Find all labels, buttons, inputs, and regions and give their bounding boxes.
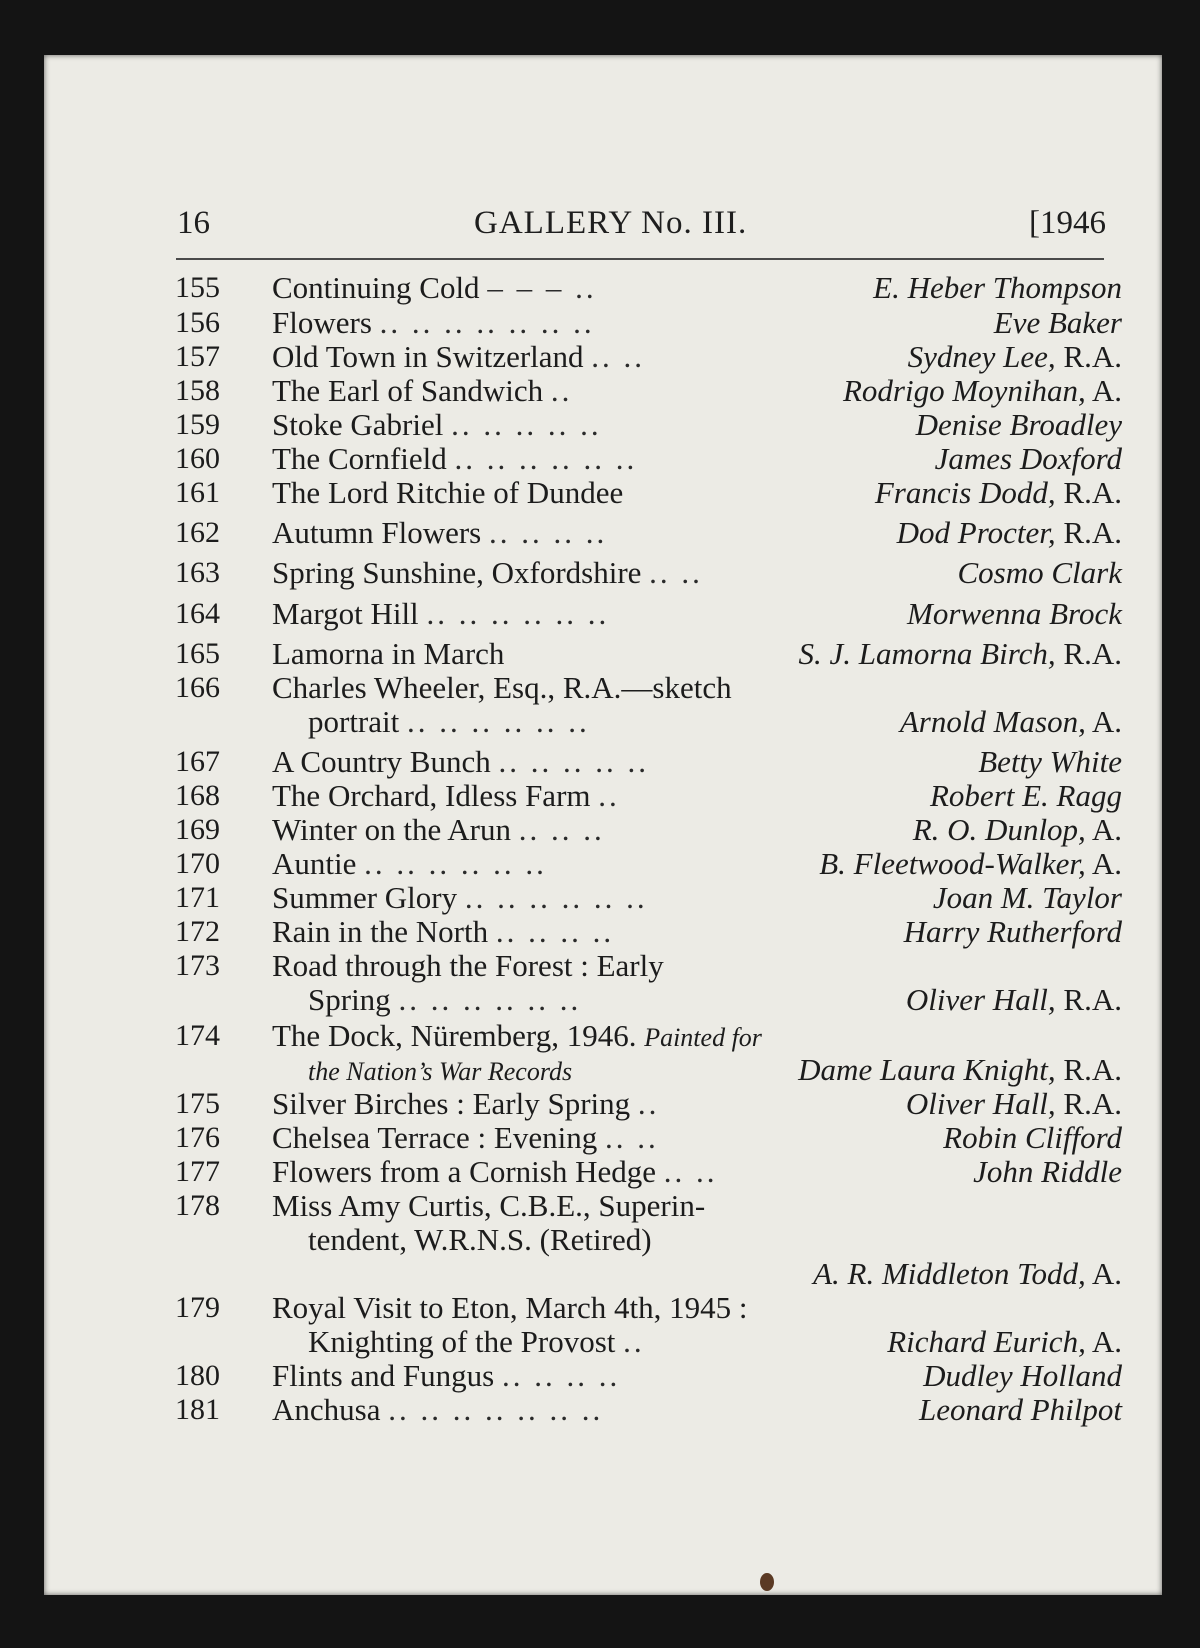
artist-rank [1056,1052,1122,1087]
entry-title-text: A Country Bunch [272,744,491,779]
entry-artist [916,407,1122,443]
catalogue-entry [44,914,1162,950]
dot-leaders: .. .. .. .. .. .. .. [379,305,595,340]
artist-rank [1056,982,1122,1017]
artist-rank [1086,1324,1122,1359]
entry-number: 168 [175,779,220,812]
entry-number: 169 [175,813,220,846]
dot-leaders: .. [637,1086,660,1121]
entry-artist [978,744,1122,780]
entry-title-text: Rain in the North [272,914,489,949]
entry-title-continued [308,1324,645,1360]
artist-rank-text: R.A. [1063,475,1122,510]
entry-number: 178 [175,1189,220,1222]
artist-rank [1056,1086,1122,1121]
dot-leaders: .. .. .. .. .. .. [454,441,638,476]
entry-title-text: Autumn Flowers [272,515,482,550]
entry-title-continued [308,1052,572,1090]
artist-rank [1056,475,1122,510]
dot-leaders: .. [623,1324,645,1359]
artist-name: Cosmo Clark [957,555,1122,590]
catalogue-entry [44,846,1162,882]
entry-title-text: The Orchard, Idless Farm [272,778,591,813]
catalogue-entry [44,670,1162,706]
entries-list [44,55,1162,1595]
artist-rank-text: R.A. [1063,982,1122,1017]
dot-leaders: .. [550,373,573,408]
artist-rank-text: A. [1091,704,1122,739]
entry-artist [930,778,1122,814]
artist-name: James Doxford [934,441,1122,476]
artist-name: E. Heber Thompson [873,270,1122,305]
artist-name: Harry Rutherford [903,914,1122,949]
entry-title-text: Flowers from a Cornish Hedge [272,1154,656,1189]
entry-title [272,778,620,814]
entry-artist [904,914,1122,950]
catalogue-entry [44,948,1162,984]
entry-title [272,812,605,848]
entry-title [272,339,645,375]
entry-title-continued [308,982,581,1018]
dot-leaders: .. .. .. [518,812,605,847]
entry-title [272,948,664,984]
entry-title-text: Flowers [272,305,372,340]
artist-rank [1056,515,1122,550]
entry-title [272,1188,705,1224]
catalogue-entry [44,1120,1162,1156]
artist-rank-text: A. [1091,812,1122,847]
entry-artist [798,636,1122,672]
artist-name: Oliver Hall, [905,982,1056,1017]
entry-title [272,475,623,511]
entry-title-text: Anchusa [272,1392,381,1427]
entry-artist [813,1256,1122,1292]
artist-name: Joan M. Taylor [932,880,1122,915]
entry-artist [798,1052,1122,1088]
entry-title [272,1290,747,1326]
artist-name: A. R. Middleton Todd, [813,1256,1086,1291]
catalogue-entry [44,1154,1162,1190]
artist-rank-text: A. [1091,373,1122,408]
entry-title [272,407,602,443]
artist-name: Oliver Hall, [905,1086,1056,1121]
entry-title-text: Flints and Fungus [272,1358,495,1393]
catalogue-entry [44,515,1162,551]
dot-leaders: .. .. .. .. [501,1358,621,1393]
artist-rank [1056,636,1122,671]
artist-rank-text: R.A. [1063,636,1122,671]
paper-speck [760,1573,774,1591]
artist-name: John Riddle [973,1154,1122,1189]
artist-name: Eve Baker [993,305,1122,340]
catalogue-entry [44,555,1162,591]
entry-number: 157 [175,340,220,373]
catalogue-entry [44,441,1162,477]
artist-rank-text: R.A. [1063,1052,1122,1087]
artist-rank [1086,1256,1122,1291]
entry-title [272,914,614,950]
dot-leaders: .. .. .. .. [489,515,608,550]
entry-number: 171 [175,881,220,914]
entry-title-text: Chelsea Terrace : Evening [272,1120,598,1155]
entry-title [272,1154,718,1190]
catalogue-entry [44,339,1162,375]
artist-name: Denise Broadley [915,407,1122,442]
entry-title-text: Old Town in Switzerland [272,339,584,374]
artist-rank-text: A. [1091,846,1122,881]
dot-leaders: .. .. .. .. .. [498,744,649,779]
entry-title-continued [308,1222,652,1258]
dot-leaders: .. .. .. .. .. [451,407,602,442]
entry-artist [907,596,1122,632]
entry-artist [933,880,1122,916]
dot-leaders: .. .. .. .. [495,914,615,949]
dot-leaders: .. .. .. .. .. .. [398,982,582,1017]
dot-leaders: .. .. .. .. .. .. [364,846,547,881]
catalogue-entry [44,880,1162,916]
artist-rank [1056,339,1122,374]
entry-number: 155 [175,271,220,304]
entry-title-text: Lamorna in March [272,636,505,671]
page-title: GALLERY No. III. [474,205,748,241]
page-number: 16 [177,205,210,241]
catalogue-entry [44,1358,1162,1394]
entry-artist [923,1358,1122,1394]
catalogue-page [44,55,1162,1595]
entry-number: 164 [175,597,220,630]
entry-note: Painted for [644,1023,762,1052]
catalogue-entry-continuation [44,982,1162,1018]
entry-artist [919,1392,1122,1428]
entry-number: 181 [175,1393,220,1426]
entry-title [272,515,607,551]
artist-name: R. O. Dunlop, [912,812,1086,847]
catalogue-entry-continuation [44,1052,1162,1088]
dot-leaders: .. .. [663,1154,718,1189]
entry-title-text: The Cornfield [272,441,447,476]
dot-leaders: ‒ ‒ ‒ .. [487,270,597,305]
entry-number: 160 [175,442,220,475]
entry-title [272,1018,762,1056]
entry-artist [994,305,1122,341]
entry-number: 165 [175,637,220,670]
artist-name: Sydney Lee, [907,339,1056,374]
entry-title [272,846,547,882]
catalogue-entry [44,1290,1162,1326]
entry-artist [819,846,1122,882]
entry-number: 162 [175,516,220,549]
entry-title-text: Margot Hill [272,596,419,631]
artist-rank-text: A. [1091,1324,1122,1359]
entry-number: 166 [175,671,220,704]
entry-number: 175 [175,1087,220,1120]
entry-title-text: Auntie [272,846,357,881]
catalogue-entry [44,636,1162,672]
entry-title [272,555,703,591]
entry-number: 163 [175,556,220,589]
dot-leaders: .. .. [604,1120,659,1155]
entry-number: 167 [175,745,220,778]
entry-number: 179 [175,1291,220,1324]
catalogue-entry [44,475,1162,511]
artist-rank [1086,846,1122,881]
entry-title-text: Miss Amy Curtis, C.B.E., Superin- [272,1188,706,1223]
entry-artist [875,475,1122,511]
artist-name: Robin Clifford [943,1120,1122,1155]
entry-artist [913,812,1122,848]
artist-rank-text: R.A. [1063,1086,1122,1121]
entry-title [272,596,609,632]
artist-rank-text: A. [1091,1256,1122,1291]
artist-name: Betty White [978,744,1122,779]
entry-number: 170 [175,847,220,880]
entry-title-text: Continuing Cold [272,270,480,305]
entry-artist [897,515,1122,551]
artist-name: B. Fleetwood-Walker, [819,846,1086,881]
entry-number: 158 [175,374,220,407]
entry-title-continued-text: portrait [308,704,400,739]
entry-number: 176 [175,1121,220,1154]
entry-artist [900,704,1122,740]
entry-number: 159 [175,408,220,441]
catalogue-entry [44,812,1162,848]
entry-title [272,880,648,916]
entry-title-text: The Earl of Sandwich [272,373,544,408]
artist-name: Richard Eurich, [887,1324,1086,1359]
catalogue-entry [44,596,1162,632]
catalogue-entry-continuation [44,1222,1162,1258]
entry-artist [935,441,1122,477]
artist-name: Dudley Holland [923,1358,1122,1393]
entry-number: 173 [175,949,220,982]
entry-number: 161 [175,476,220,509]
artist-rank [1086,812,1122,847]
entry-number: 156 [175,306,220,339]
catalogue-entry [44,373,1162,409]
entry-artist [958,555,1123,591]
entry-number: 177 [175,1155,220,1188]
entry-title [272,1086,659,1122]
entry-note-continued: the Nation’s War Records [308,1057,573,1086]
entry-title-continued-text: Spring [308,982,391,1017]
dot-leaders: .. .. [591,339,646,374]
artist-name: Morwenna Brock [907,596,1122,631]
entry-artist [908,339,1122,375]
artist-name: S. J. Lamorna Birch, [798,636,1056,671]
artist-name: Rodrigo Moynihan, [843,373,1086,408]
artist-name: Dod Procter, [896,515,1056,550]
catalogue-entry [44,1392,1162,1428]
dot-leaders: .. [598,778,620,813]
entry-title [272,270,597,306]
entry-title-text: Summer Glory [272,880,458,915]
entry-title [272,373,572,409]
artist-rank [1086,704,1122,739]
entry-title [272,670,732,706]
page-year: [1946 [1029,205,1106,241]
dot-leaders: .. .. .. .. .. .. [407,704,590,739]
entry-title-text: Charles Wheeler, Esq., R.A.—sketch [272,670,732,705]
catalogue-entry [44,270,1162,306]
artist-rank-text: R.A. [1063,339,1122,374]
entry-artist [873,270,1122,306]
artist-name: Leonard Philpot [919,1392,1122,1427]
artist-rank [1086,373,1122,408]
entry-artist [843,373,1122,409]
entry-title-text: The Lord Ritchie of Dundee [272,475,624,510]
entry-title [272,305,595,341]
catalogue-entry-continuation [44,1324,1162,1360]
entry-title-text: Royal Visit to Eton, March 4th, 1945 : [272,1290,748,1325]
entry-title [272,441,637,477]
artist-name: Robert E. Ragg [930,778,1122,813]
catalogue-entry-continuation [44,704,1162,740]
dot-leaders: .. .. .. .. .. .. [464,880,648,915]
entry-title-continued [308,704,590,740]
artist-name: Francis Dodd, [874,475,1056,510]
entry-title-text: The Dock, Nüremberg, 1946. [272,1018,637,1053]
artist-name: Arnold Mason, [899,704,1086,739]
entry-title-text: Silver Birches : Early Spring [272,1086,631,1121]
entry-title-text: Stoke Gabriel [272,407,444,442]
entry-artist [887,1324,1122,1360]
entry-title [272,1358,620,1394]
entry-artist [906,1086,1122,1122]
entry-title [272,744,649,780]
catalogue-entry [44,407,1162,443]
entry-title [272,636,504,672]
dot-leaders: .. .. [649,555,703,590]
catalogue-entry [44,305,1162,341]
catalogue-entry [44,744,1162,780]
entry-artist [973,1154,1122,1190]
entry-number: 174 [175,1019,220,1052]
entry-number: 180 [175,1359,220,1392]
catalogue-entry [44,778,1162,814]
entry-title-continued-text: Knighting of the Provost [308,1324,616,1359]
entry-title-text: Road through the Forest : Early [272,948,664,983]
artist-name: Dame Laura Knight, [798,1052,1056,1087]
entry-artist [906,982,1122,1018]
catalogue-entry [44,1188,1162,1224]
dot-leaders: .. .. .. .. .. .. .. [388,1392,604,1427]
catalogue-entry [44,1018,1162,1054]
catalogue-entry-artist-line [44,1256,1162,1292]
artist-rank-text: R.A. [1063,515,1122,550]
entry-number: 172 [175,915,220,948]
entry-title-text: Spring Sunshine, Oxfordshire [272,555,642,590]
entry-artist [943,1120,1122,1156]
entry-title [272,1120,659,1156]
entry-title [272,1392,603,1428]
entry-title-text: Winter on the Arun [272,812,511,847]
catalogue-entry [44,1086,1162,1122]
dot-leaders: .. .. .. .. .. .. [426,596,610,631]
entry-title-continued-text: tendent, W.R.N.S. (Retired) [308,1222,652,1257]
